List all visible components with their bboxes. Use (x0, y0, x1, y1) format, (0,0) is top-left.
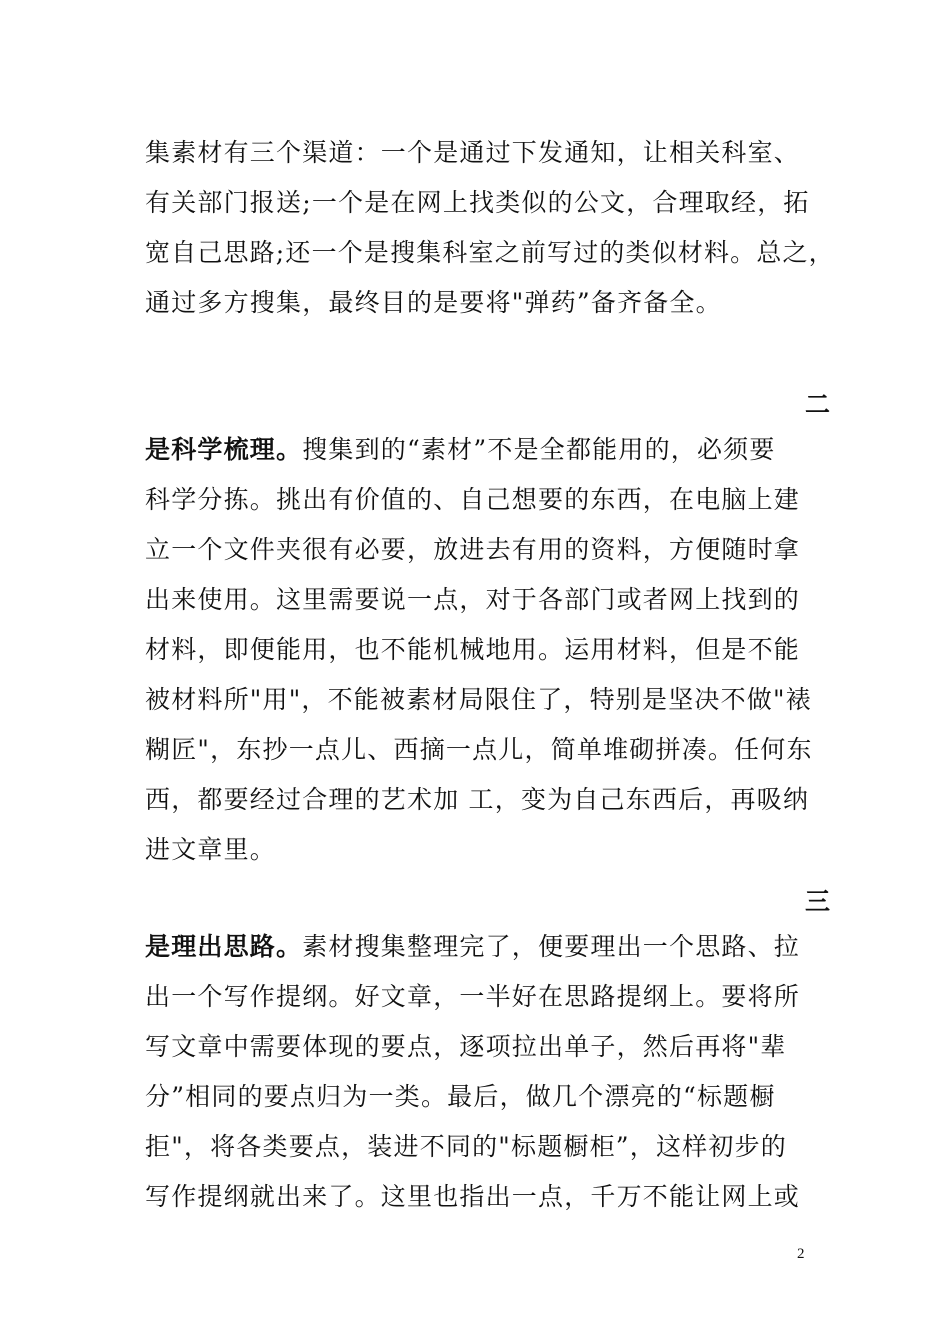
paragraph-line: 糊匠"，东抄一点儿、西摘一点儿，简单堆砌拼凑。任何东 (145, 735, 813, 764)
paragraph-line: 进文章里。 (145, 835, 277, 864)
paragraph-line: 分”相同的要点归为一类。最后，做几个漂亮的“标题橱 (145, 1082, 776, 1111)
paragraph-line: 写文章中需要体现的要点，逐项拉出单子，然后再将"辈 (145, 1032, 787, 1061)
section-two-first-line (145, 432, 776, 468)
section-three-first-line (145, 929, 800, 965)
paragraph-line: 集素材有三个渠道：一个是通过下发通知，让相关科室、 (145, 138, 801, 167)
section-marker-three: 三 (804, 887, 830, 916)
section-three-heading: 是理出思路。 (145, 932, 303, 961)
paragraph-line: 西，都要经过合理的艺术加 工，变为自己东西后，再吸纳 (145, 785, 810, 814)
page-number: 2 (797, 1246, 805, 1262)
paragraph-line: 科学分拣。挑出有价值的、自己想要的东西，在电脑上建 (145, 485, 801, 514)
paragraph-line: 宽自己思路;还一个是搜集科室之前写过的类似材料。总之， (145, 238, 835, 267)
section-two-first-line-text: 搜集到的“素材”不是全都能用的，必须要 (302, 435, 776, 464)
paragraph-line: 立一个文件夹很有必要，放进去有用的资料，方便随时拿 (145, 535, 801, 564)
section-three-first-line-text: 素材搜集整理完了，便要理出一个思路、拉 (302, 932, 801, 961)
section-marker-two: 二 (804, 390, 830, 419)
paragraph-line: 有关部门报送;一个是在网上找类似的公文，合理取经，拓 (145, 188, 810, 217)
paragraph-line: 出一个写作提纲。好文章，一半好在思路提纲上。要将所 (145, 982, 801, 1011)
paragraph-line: 写作提纲就出来了。这里也指出一点，千万不能让网上或 (145, 1182, 801, 1211)
paragraph-line: 被材料所"用"，不能被素材局限住了，特别是坚决不做"裱 (145, 685, 812, 714)
paragraph-line: 出来使用。这里需要说一点，对于各部门或者网上找到的 (145, 585, 801, 614)
paragraph-line: 拒"，将各类要点，装进不同的"标题橱柜”，这样初步的 (145, 1132, 787, 1161)
section-two-heading: 是科学梳理。 (145, 435, 303, 464)
paragraph-line: 材料，即便能用，也不能机械地用。运用材料，但是不能 (145, 635, 801, 664)
paragraph-line: 通过多方搜集，最终目的是要将"弹药”备齐备全。 (145, 288, 722, 317)
